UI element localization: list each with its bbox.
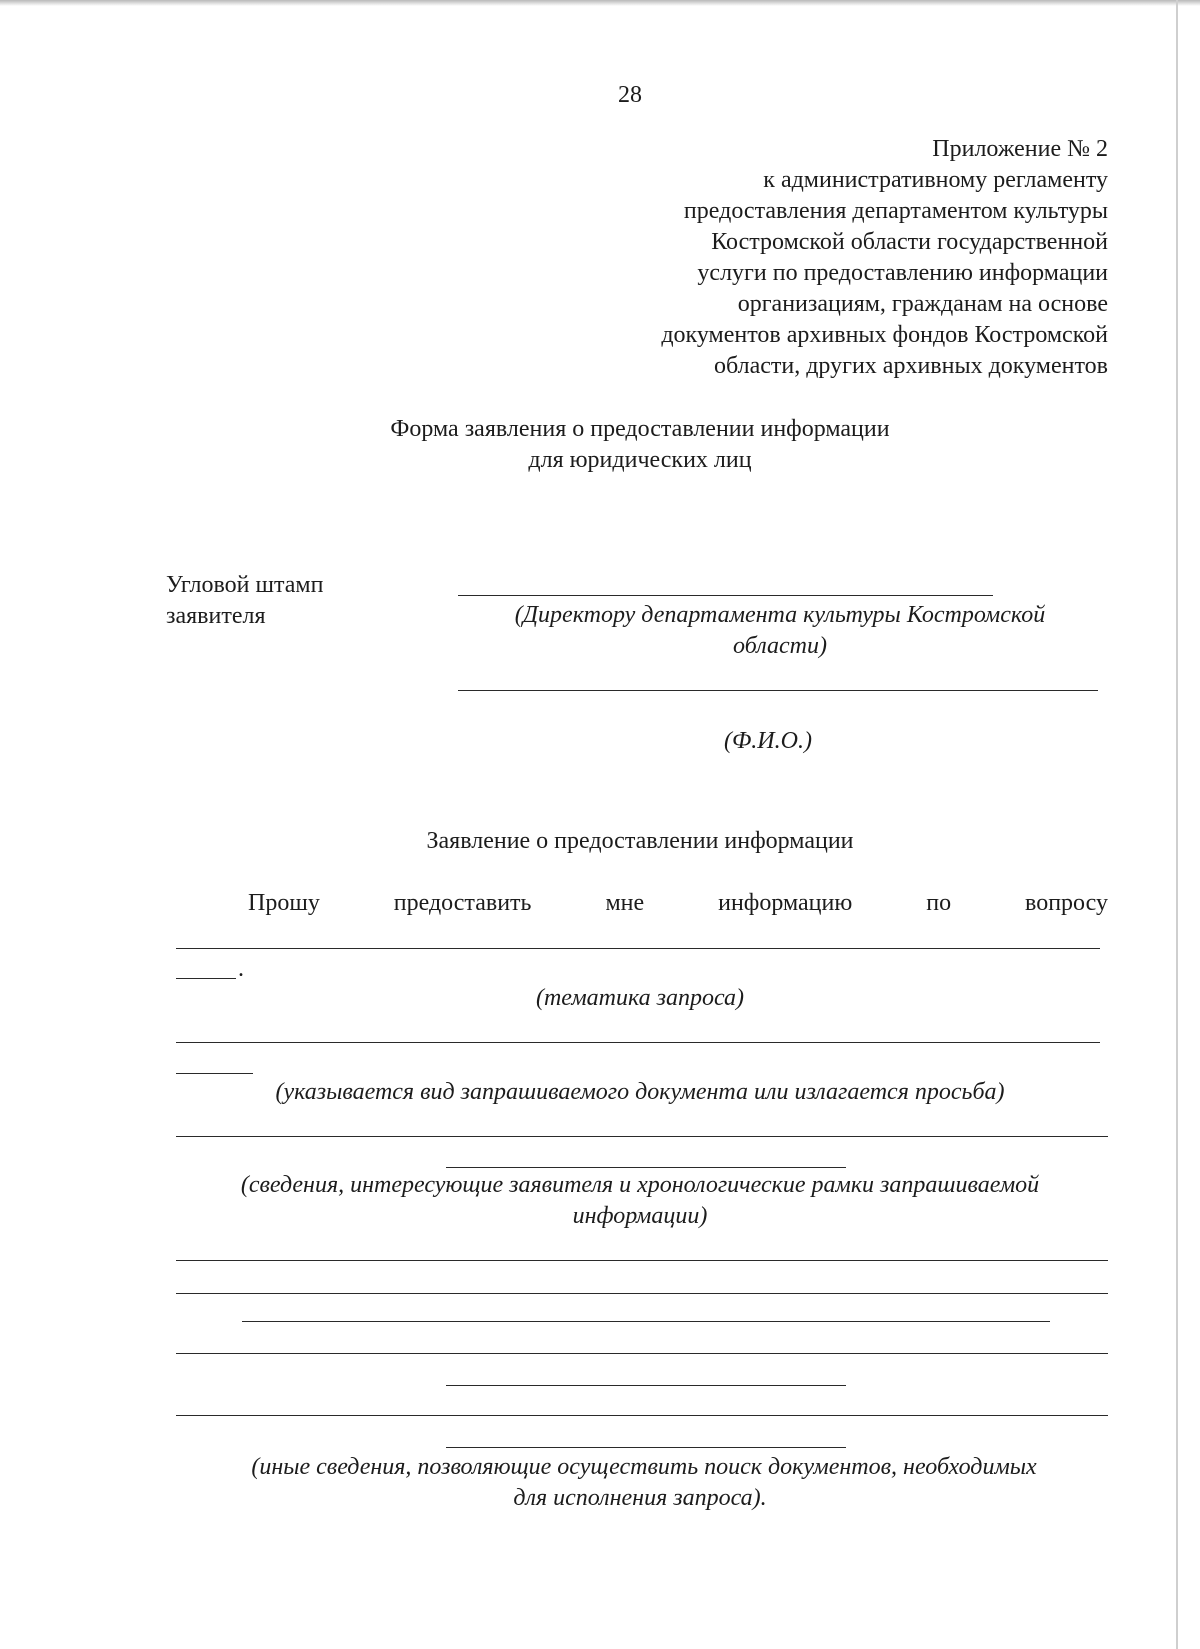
- details-line-short-2: [446, 1447, 846, 1448]
- document-type-caption: (указывается вид запрашиваемого документа или излагается просьба): [275, 1079, 1005, 1105]
- appendix-header: [661, 134, 1108, 382]
- appendix-line: организациям, гражданам на основе: [737, 291, 1108, 317]
- document-type-line: [176, 1136, 1108, 1137]
- document-type-line-short: [446, 1167, 846, 1168]
- request-line-1: [176, 948, 1100, 949]
- request-word: предоставить: [393, 890, 532, 916]
- other-caption-line1: (иные сведения, позволяющие осуществить поиск документов, необходимых: [251, 1454, 1037, 1480]
- form-title-line2: для юридических лиц: [528, 447, 752, 473]
- request-word: Прошу: [248, 890, 320, 916]
- appendix-line: Костромской области государственной: [711, 229, 1108, 255]
- details-caption-line1: (сведения, интересующие заявителя и хронологические рамки запрашиваемой: [240, 1172, 1040, 1198]
- topic-line-short: [176, 1073, 253, 1074]
- request-line-dot: .: [238, 956, 244, 982]
- appendix-line: документов архивных фондов Костромской: [661, 322, 1108, 348]
- details-line-1: [176, 1260, 1108, 1261]
- addressee-line: [458, 595, 993, 596]
- details-line-4: [176, 1353, 1108, 1354]
- details-line-2: [176, 1293, 1108, 1294]
- other-caption-line2: для исполнения запроса).: [513, 1485, 767, 1511]
- details-caption-line2: информации): [572, 1203, 708, 1229]
- appendix-line: области, других архивных документов: [713, 353, 1108, 379]
- request-text-row: [248, 888, 1108, 919]
- request-word: информацию: [718, 890, 853, 916]
- appendix-line: услуги по предоставлению информации: [697, 260, 1108, 286]
- scan-edge-right: [1176, 0, 1178, 1649]
- details-line-5: [176, 1415, 1108, 1416]
- topic-caption: (тематика запроса): [535, 985, 745, 1011]
- stamp-label-line1: Угловой штамп: [166, 572, 324, 598]
- form-title-line1: Форма заявления о предоставлении информации: [390, 416, 890, 442]
- request-word: мне: [605, 890, 645, 916]
- details-line-short-1: [446, 1385, 846, 1386]
- appendix-line: Приложение № 2: [932, 136, 1108, 162]
- scan-edge-top: [0, 0, 1200, 6]
- topic-line: [176, 1042, 1100, 1043]
- addressee-caption-line2: области): [733, 633, 827, 659]
- request-line-short: [176, 978, 236, 979]
- appendix-line: предоставления департаментом культуры: [683, 198, 1108, 224]
- details-line-3: [242, 1321, 1050, 1322]
- stamp-label-line2: заявителя: [166, 603, 266, 629]
- appendix-line: к административному регламенту: [763, 167, 1108, 193]
- request-word: вопросу: [1025, 890, 1108, 916]
- fio-caption: (Ф.И.О.): [724, 728, 812, 754]
- addressee-caption-line1: (Директору департамента культуры Костромской: [514, 602, 1046, 628]
- page-number: 28: [618, 82, 642, 108]
- fio-line: [458, 690, 1098, 691]
- statement-title: Заявление о предоставлении информации: [426, 828, 854, 854]
- request-word: по: [926, 890, 952, 916]
